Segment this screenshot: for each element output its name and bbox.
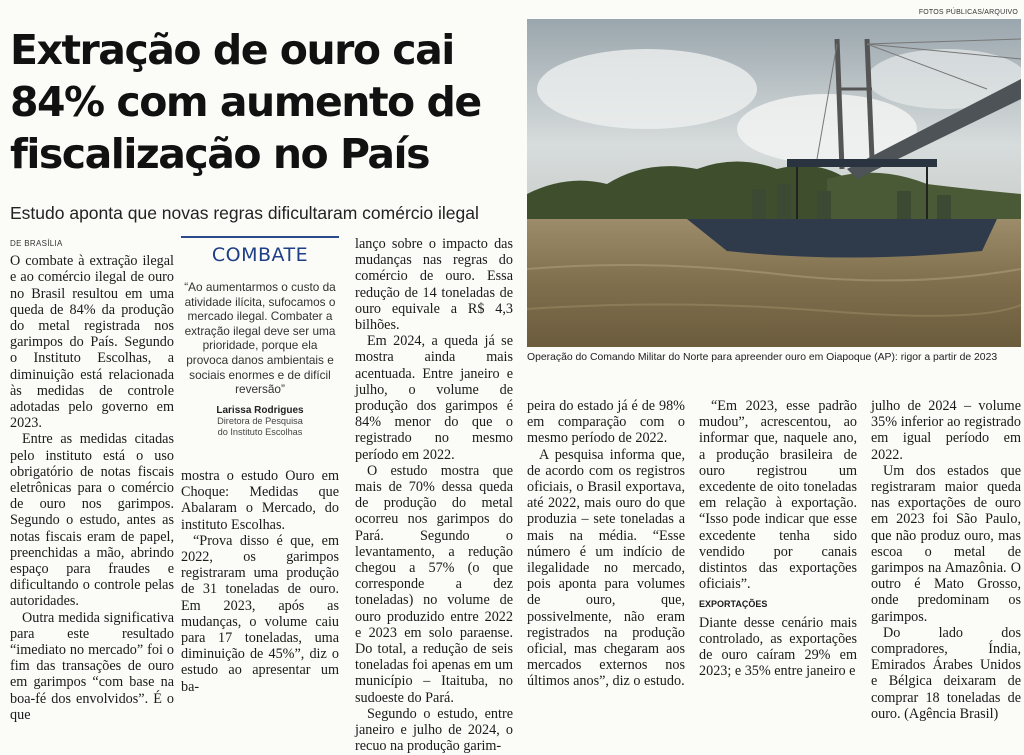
- paragraph: O combate à extração ilegal e ao comércio ilegal de ouro no Brasil resultou em uma queda de 84% da produção do metal registrada nos garimpos do País. Segundo o Instituto Escolhas, a diminuição está relacionada às medidas de controle adotadas pelo governo em 2023.: [10, 253, 174, 432]
- article-column-3: [355, 236, 513, 755]
- paragraph: “Prova disso é que, em 2022, os garimpos registraram uma produção de 31 toneladas de ouro. Em 2023, após as mudanças, o volume caiu para 17 toneladas, uma diminuição de 45%”, diz o estudo ao apresentar um ba-: [181, 532, 339, 695]
- dateline: DE BRASÍLIA: [10, 239, 63, 248]
- article-column-6: [871, 398, 1021, 722]
- quote-box-title: COMBATE: [181, 236, 339, 266]
- quote-author-role-2: do Instituto Escolhas: [217, 426, 303, 437]
- paragraph: Outra medida significativa para este resultado “imediato no mercado” foi o fim das transações de ouro em garimpos “com base na boa-fé dos envolvidos”. É o que: [10, 609, 174, 723]
- quote-author-role-1: Diretora de Pesquisa: [217, 415, 303, 426]
- paragraph: mostra o estudo Ouro em Choque: Medidas que Abalaram o Mercado, do instituto Escolhas.: [181, 468, 339, 533]
- photo-caption: Operação do Comando Militar do Norte para apreender ouro em Oiapoque (AP): rigor a partir de 2023: [527, 352, 998, 363]
- paragraph: Diante desse cenário mais controlado, as exportações de ouro caíram 29% em 2023; e 35% entre janeiro e: [699, 614, 857, 680]
- quote-box: [181, 236, 339, 436]
- article-column-1: [10, 236, 174, 723]
- paragraph: lanço sobre o impacto das mudanças nas regras do comércio de ouro. Essa redução de 14 toneladas de ouro equivale a R$ 4,3 bilhões.: [355, 236, 513, 334]
- paragraph: “Em 2023, esse padrão mudou”, acrescentou, ao informar que, naquele ano, a produção brasileira de ouro registrou um excedente de oito toneladas em relação à exportação. “Isso pode indicar que esse excedente tenha sido vendido por canais distintos das exportações oficiais”.: [699, 398, 857, 593]
- paragraph: Um dos estados que registraram maior queda nas exportações de ouro em 2023 foi São Paulo, que não produz ouro, mas escoa o metal de garimpos na Amazônia. O outro é Mato Grosso, onde predominam os garimpos.: [871, 462, 1021, 625]
- subheadline: Estudo aponta que novas regras dificultaram comércio ilegal: [10, 203, 479, 223]
- article-column-5: [699, 398, 857, 679]
- headline-line-2: 84% com aumento de: [10, 78, 481, 126]
- photo-credit: FOTOS PÚBLICAS/ARQUIVO: [918, 9, 1018, 16]
- article-column-2: [181, 468, 339, 695]
- paragraph: Segundo o estudo, entre janeiro e julho de 2024, o recuo na produção garim-: [355, 705, 513, 755]
- article-column-4: [527, 398, 685, 690]
- pull-quote: “Ao aumentarmos o custo da atividade ilícita, sufocamos o mercado ilegal. Combater a extração ilegal deve ser uma prioridade, porque ela provoca danos ambientais e sociais enormes e de difícil reversão”: [184, 280, 336, 397]
- river-patrol-photo: [527, 19, 1021, 347]
- paragraph: Do lado dos compradores, Índia, Emirados Árabes Unidos e Bélgica deixaram de comprar 18 toneladas de ouro. (Agência Brasil): [871, 624, 1021, 722]
- headline-line-1: Extração de ouro cai: [10, 26, 454, 74]
- quote-author: Larissa Rodrigues: [216, 404, 304, 416]
- headline: [10, 24, 515, 180]
- news-photo: [527, 19, 1021, 347]
- paragraph: A pesquisa informa que, de acordo com os registros oficiais, o Brasil exportava, até 2022, mais ouro do que produzia – sete toneladas a mais na média. “Esse número é um indício de ilegalidade no mercado, pois aponta para volumes de ouro, que, possivelmente, não eram registrados na produção oficial, mas chegaram aos mercados externos nos últimos anos”, diz o estudo.: [527, 446, 685, 690]
- paragraph: julho de 2024 – volume 35% inferior ao registrado em igual período em 2022.: [871, 398, 1021, 463]
- paragraph: Entre as medidas citadas pelo instituto está o uso obrigatório de notas fiscais eletrônicas para o comércio de ouro nos garimpos. Segundo o estudo, antes as notas fiscais eram de papel, preenchidas a mão, abrindo espaço para fraudes e dificultando o controle pelas autoridades.: [10, 431, 174, 610]
- section-subtitle: EXPORTAÇÕES: [699, 599, 768, 610]
- paragraph: O estudo mostra que mais de 70% dessa queda de produção do metal ocorreu nos garimpos do Pará. Segundo o levantamento, a redução chegou a 57% (o que corresponde a dez toneladas) no volume de ouro produzido entre 2022 e 2023 em solo paraense. Do total, a redução de seis toneladas foi apenas em um município – Itaituba, no sudoeste do Pará.: [355, 462, 513, 706]
- headline-line-3: fiscalização no País: [10, 130, 430, 178]
- paragraph: Em 2024, a queda já se mostra ainda mais acentuada. Entre janeiro e julho, o volume de produção dos garimpos é 84% menor do que o registrado no mesmo período em 2022.: [355, 333, 513, 463]
- paragraph: peira do estado já é de 98% em comparação com o mesmo período de 2022.: [527, 398, 685, 447]
